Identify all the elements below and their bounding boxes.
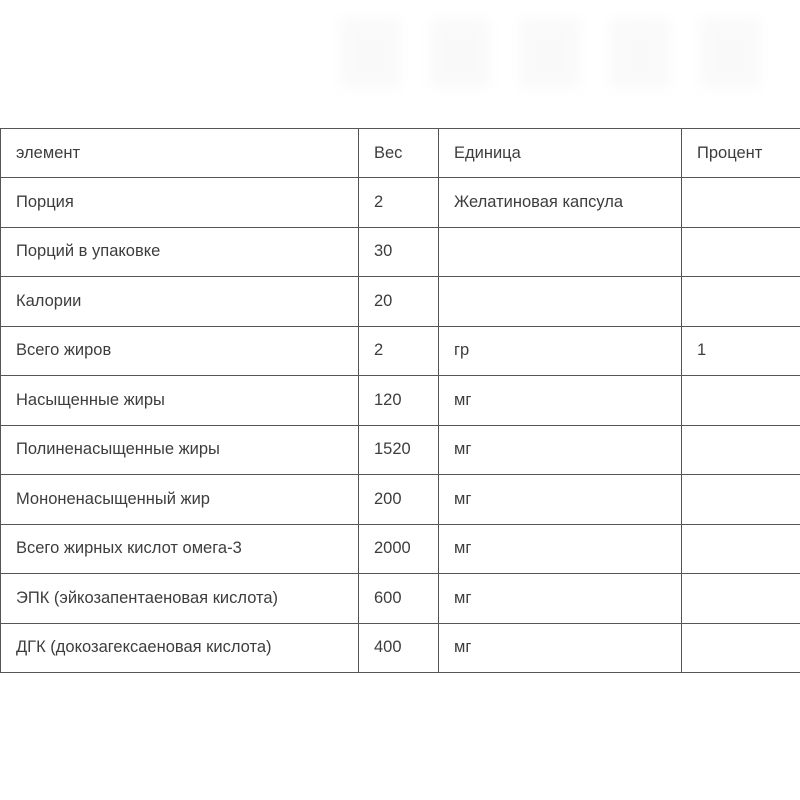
cell-unit: мг [439, 376, 682, 426]
table-row [1, 178, 800, 228]
cell-percent [682, 425, 800, 475]
cell-element: Всего жиров [1, 326, 359, 376]
table-header-row [1, 129, 800, 178]
cell-weight: 30 [359, 227, 439, 277]
cell-percent [682, 178, 800, 228]
cell-weight: 400 [359, 623, 439, 673]
header-unit: Единица [439, 129, 682, 178]
cell-element: ЭПК (эйкозапентаеновая кислота) [1, 574, 359, 624]
table-row [1, 623, 800, 673]
cell-percent: 1 [682, 326, 800, 376]
blurred-background-text [340, 18, 760, 88]
cell-weight: 200 [359, 475, 439, 525]
table-row [1, 574, 800, 624]
cell-weight: 120 [359, 376, 439, 426]
table-row [1, 326, 800, 376]
cell-unit [439, 277, 682, 327]
cell-percent [682, 227, 800, 277]
nutrition-table [0, 128, 800, 673]
cell-weight: 20 [359, 277, 439, 327]
cell-unit: мг [439, 623, 682, 673]
table-row [1, 227, 800, 277]
cell-percent [682, 574, 800, 624]
cell-element: Мононенасыщенный жир [1, 475, 359, 525]
cell-percent [682, 524, 800, 574]
cell-element: Калории [1, 277, 359, 327]
table-row [1, 425, 800, 475]
cell-unit [439, 227, 682, 277]
cell-unit: мг [439, 574, 682, 624]
cell-weight: 2 [359, 326, 439, 376]
cell-element: Порций в упаковке [1, 227, 359, 277]
cell-weight: 2 [359, 178, 439, 228]
cell-unit: мг [439, 475, 682, 525]
cell-percent [682, 277, 800, 327]
cell-element: ДГК (докозагексаеновая кислота) [1, 623, 359, 673]
header-weight: Вес [359, 129, 439, 178]
cell-percent [682, 376, 800, 426]
cell-unit: гр [439, 326, 682, 376]
cell-percent [682, 623, 800, 673]
cell-unit: Желатиновая капсула [439, 178, 682, 228]
cell-element: Всего жирных кислот омега-3 [1, 524, 359, 574]
cell-element: Порция [1, 178, 359, 228]
cell-weight: 1520 [359, 425, 439, 475]
cell-unit: мг [439, 425, 682, 475]
header-element: элемент [1, 129, 359, 178]
table-row [1, 277, 800, 327]
cell-element: Полиненасыщенные жиры [1, 425, 359, 475]
table-row [1, 376, 800, 426]
cell-weight: 2000 [359, 524, 439, 574]
table-row [1, 524, 800, 574]
cell-unit: мг [439, 524, 682, 574]
header-percent: Процент [682, 129, 800, 178]
cell-weight: 600 [359, 574, 439, 624]
cell-element: Насыщенные жиры [1, 376, 359, 426]
cell-percent [682, 475, 800, 525]
table-row [1, 475, 800, 525]
